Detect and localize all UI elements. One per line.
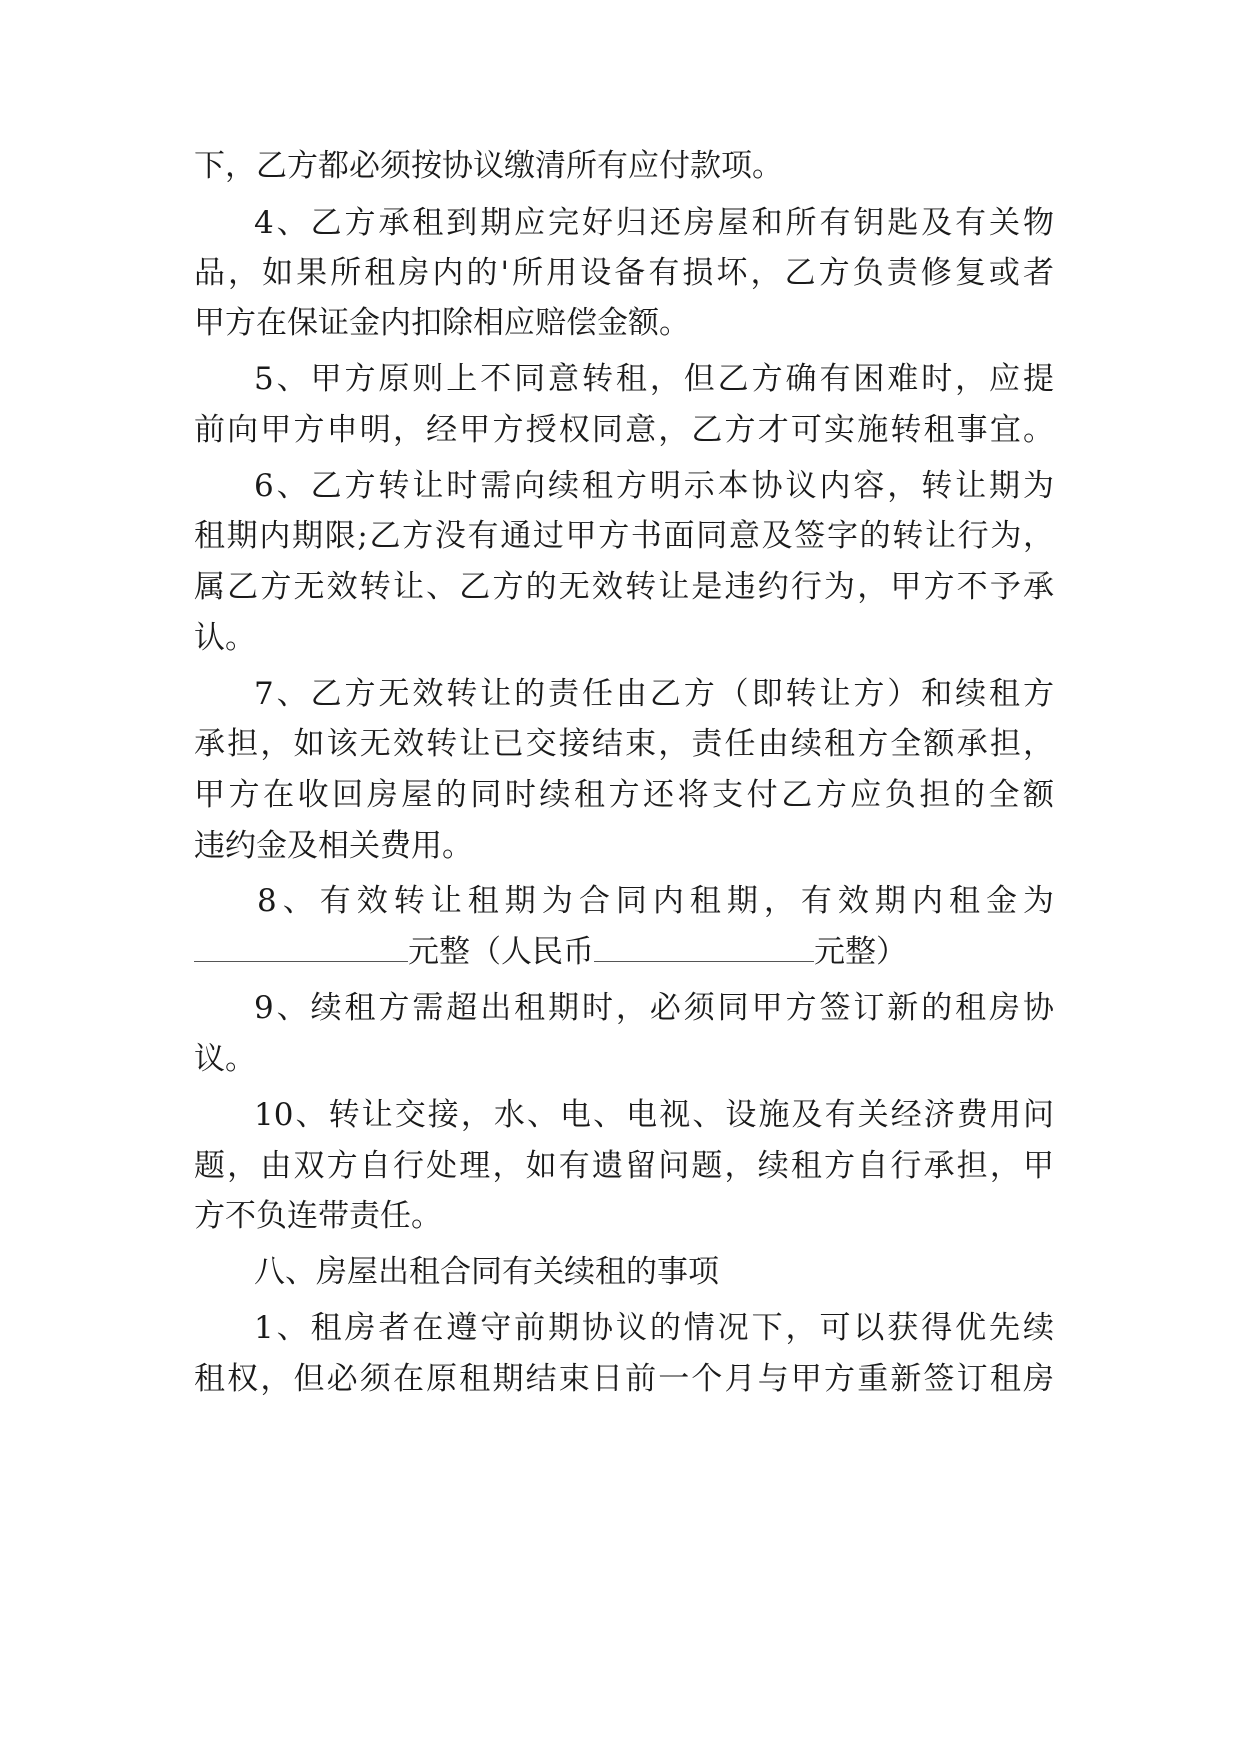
text-line: 甲方在收回房屋的同时续租方还将支付乙方应负担的全额: [194, 777, 1054, 813]
text-line: 8、有效转让租期为合同内租期，有效期内租金为: [257, 883, 1054, 919]
blank-field: [194, 933, 408, 962]
rent-amount-line: [194, 932, 1054, 972]
text-line: 属乙方无效转让、乙方的无效转让是违约行为，甲方不予承: [194, 569, 1054, 605]
section-heading: 八、房屋出租合同有关续租的事项: [254, 1254, 719, 1290]
text-line: 违约金及相关费用。: [194, 828, 473, 864]
text-line: 方不负连带责任。: [194, 1198, 442, 1234]
text-line: 5、甲方原则上不同意转租，但乙方确有困难时，应提: [254, 361, 1054, 397]
text-line: 租期内期限;乙方没有通过甲方书面同意及签字的转让行为，: [194, 518, 1054, 554]
text-line: 认。: [194, 620, 256, 656]
text-line: 租权，但必须在原租期结束日前一个月与甲方重新签订租房: [194, 1361, 1054, 1397]
text-line: 品，如果所租房内的'所用设备有损坏，乙方负责修复或者: [194, 255, 1054, 291]
text-line: 9、续租方需超出租期时，必须同甲方签订新的租房协: [254, 990, 1054, 1026]
rent-text-part1: 元整（人民币: [408, 934, 594, 970]
text-line: 承担，如该无效转让已交接结束，责任由续租方全额承担，: [194, 726, 1054, 762]
text-line: 1、租房者在遵守前期协议的情况下，可以获得优先续: [254, 1310, 1054, 1346]
text-line: 前向甲方申明，经甲方授权同意，乙方才可实施转租事宜。: [194, 412, 1054, 448]
text-line: 题，由双方自行处理，如有遗留问题，续租方自行承担，甲: [194, 1148, 1054, 1184]
text-line: 甲方在保证金内扣除相应赔偿金额。: [194, 305, 690, 341]
text-line: 4、乙方承租到期应完好归还房屋和所有钥匙及有关物: [254, 205, 1054, 241]
text-line: 议。: [194, 1041, 256, 1077]
rent-text-part2: 元整）: [814, 934, 907, 970]
text-line: 下，乙方都必须按协议缴清所有应付款项。: [194, 148, 783, 184]
text-line: 7、乙方无效转让的责任由乙方（即转让方）和续租方: [254, 676, 1054, 712]
text-line: 6、乙方转让时需向续租方明示本协议内容，转让期为: [254, 468, 1054, 504]
text-line: 10、转让交接，水、电、电视、设施及有关经济费用问: [254, 1097, 1054, 1133]
blank-field: [594, 933, 814, 962]
